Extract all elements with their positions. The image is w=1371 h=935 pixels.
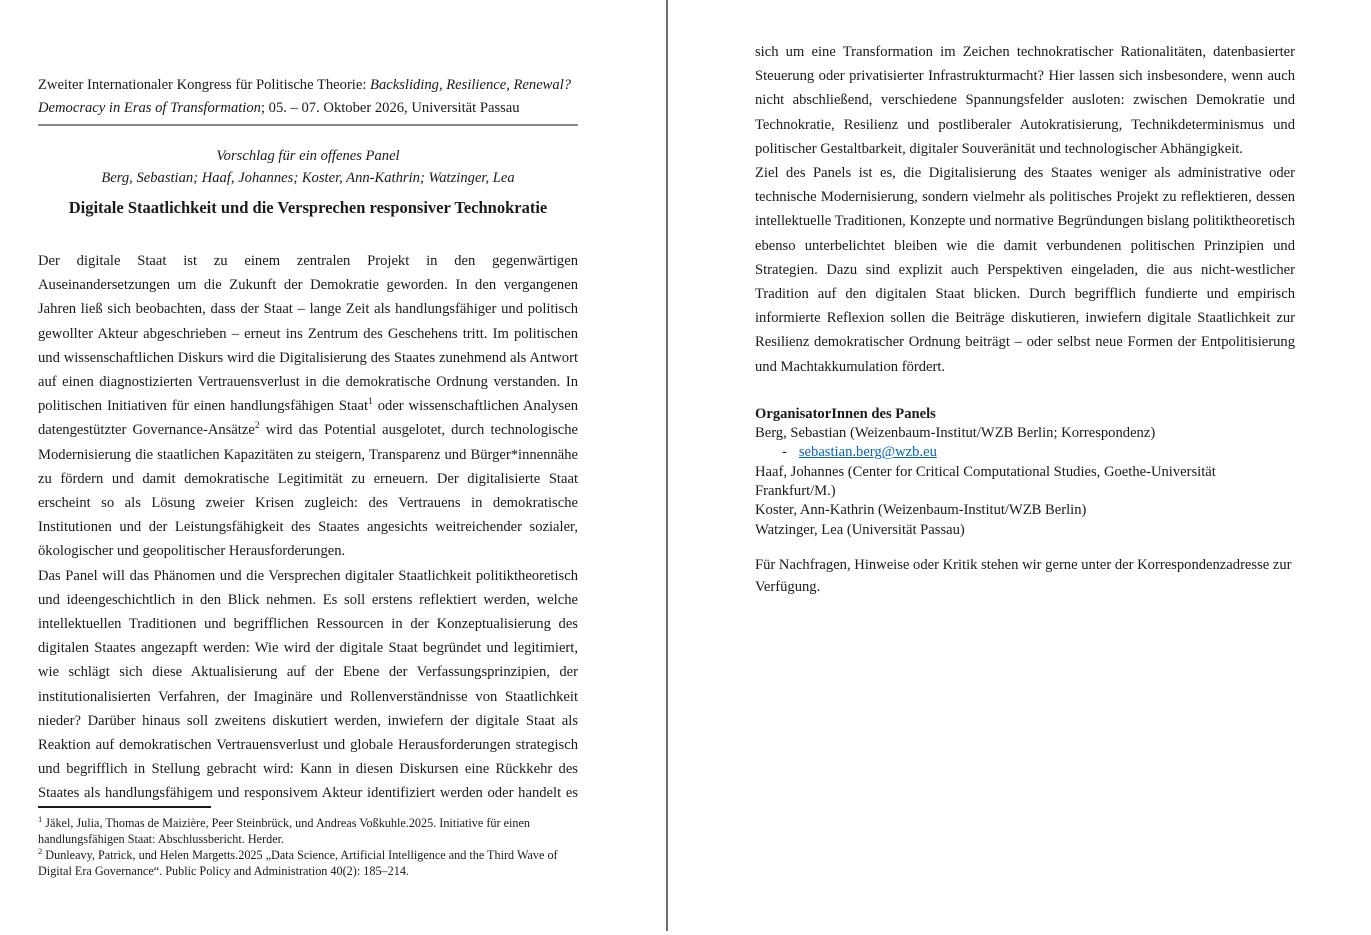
conference-title-italic: Backsliding, Resilience, Renewal? Democracy in Eras of Transformation [38, 77, 572, 116]
conference-header-suffix: ; 05. – 07. Oktober 2026, Universität Passau [260, 100, 520, 116]
footnote-2-text: Dunleavy, Patrick, und Helen Margetts.2025 „Data Science, Artificial Intelligence and the Third Wave of Digital Era Governance“. Public Policy and Administration 40(2): 185–214. [38, 848, 558, 878]
panel-type-line: Vorschlag für ein offenes Panel [216, 148, 400, 164]
correspondence-email-link[interactable]: sebastian.berg@wzb.eu [798, 444, 937, 461]
correspondence-email-line [755, 443, 1295, 462]
organizer-koster: Koster, Ann-Kathrin (Weizenbaum-Institut/WZB Berlin) [755, 502, 1087, 519]
page-1 [38, 0, 578, 878]
paragraph-1-segment-2: oder wissenschaftlichen Analysen datengestützter Governance-Ansätze [38, 398, 578, 439]
conference-header-prefix: Zweiter Internationaler Kongress für Politische Theorie: [38, 77, 371, 93]
organizer-haaf: Haaf, Johannes (Center for Critical Computational Studies, Goethe-Universität Frankfurt/M.) [755, 463, 1216, 500]
footnote-ref-2: 2 [254, 421, 260, 432]
body-paragraph-2: Das Panel will das Phänomen und die Versprechen digitaler Staatlichkeit politiktheoretisch und ideengeschichtlich in den Blick nehmen. Es soll erstens reflektiert werden, welche intellektuellen Traditionen und begrifflichen Ressourcen in der Konzeptualisierung des digitalen Staates angezapft werden: Wie wird der digitale Staat begründet und legitimiert, wie schlägt sich diese Aktualisierung auf der Ebene der Verfassungsprinzipien, der institutionalisierten Verfahren, der Imaginäre und Rollenverständnisse von Staatlichkeit nieder? Darüber hinaus soll zweitens diskutiert werden, inwiefern der digitale Staat als Reaktion auf demokratischen Vertrauensverlust und globale Herausforderungen strategisch und begrifflich in Stellung gebracht wird: Kann in diesen Diskursen eine Rückkehr des Staates als handlungsfähigem und responsivem Akteur identifiziert werden oder handelt es [38, 567, 578, 802]
email-list-dash: - [782, 444, 787, 461]
paragraph-1-segment-1: Der digitale Staat ist zu einem zentralen Projekt in den gegenwärtigen Auseinandersetzungen um die Zukunft der Demokratie geworden. In den vergangenen Jahren ließ sich beobachten, dass der Staat – lange Zeit als handlungsfähiger und politisch gewollter Akteur abgeschrieben – erneut ins Zentrum des Geschehens tritt. Im politischen und wissenschaftlichen Diskurs wird die Digitalisierung des Staates zunehmend als Antwort auf einen diagnostizierten Vertrauensverlust in die demokratische Ordnung verstanden. In politischen Initiativen für einen handlungsfähigen Staat [38, 253, 578, 415]
footnotes-section [38, 806, 578, 879]
organizers-heading: OrganisatorInnen des Panels [755, 405, 936, 422]
footnote-1 [38, 815, 578, 847]
document-title: Digitale Staatlichkeit und die Versprechen responsiver Technokratie [68, 198, 548, 217]
footnote-ref-1: 1 [368, 397, 373, 408]
organizer-watzinger: Watzinger, Lea (Universität Passau) [755, 521, 965, 538]
footnote-1-marker: 1 [38, 813, 43, 824]
footnote-separator-rule [38, 806, 211, 808]
footnote-2 [38, 847, 578, 879]
conference-header [38, 74, 578, 120]
body-paragraph-1 [38, 249, 578, 564]
footnote-1-text: Jäkel, Julia, Thomas de Maizière, Peer Steinbrück, und Andreas Voßkuhle.2025. Initiative für einen handlungsfähigen Staat: Abschlussbericht. Herder. [38, 816, 530, 846]
page-boundary-divider [666, 0, 668, 931]
page-2 [755, 0, 1295, 598]
body-paragraph-2-continuation: sich um eine Transformation im Zeichen technokratischer Rationalitäten, datenbasierter Steuerung oder privatisierter Infrastrukturmacht? Hier lassen sich insbesondere, wenn auch nicht abschließend, verschiedene Spannungsfelder ausloten: zwischen Demokratie und Technokratie, Resilienz und postliberaler Autokratisierung, Technikdeterminismus und politischer Gestaltbarkeit, digitaler Souveränität und technologischer Abhängigkeit. [755, 44, 1295, 157]
closing-note: Für Nachfragen, Hinweise oder Kritik stehen wir gerne unter der Korrespondenzadresse zur Verfügung. [755, 556, 1292, 595]
header-divider-rule [38, 124, 578, 126]
paragraph-1-segment-3: wird das Potential ausgelotet, durch technologische Modernisierung die staatlichen Kapazitäten zu steigern, Transparenz und Bürger*innennähe zu fördern und damit demokratische Legitimität zu erneuern. Der digitalisierte Staat erscheint so als Lösung zweier Krisen zugleich: des Vertrauens in demokratische Institutionen und der Leistungsfähigkeit des Staates angesichts weitreichender sozialer, ökologischer und geopolitischer Herausforderungen. [38, 422, 578, 560]
panel-authors-line: Berg, Sebastian; Haaf, Johannes; Koster, Ann-Kathrin; Watzinger, Lea [101, 169, 515, 186]
organizer-berg: Berg, Sebastian (Weizenbaum-Institut/WZB Berlin; Korrespondenz) [755, 425, 1156, 442]
organizers-section [755, 405, 1295, 540]
body-paragraph-3: Ziel des Panels ist es, die Digitalisierung des Staates weniger als administrative oder technische Modernisierung, sondern vielmehr als politisches Projekt zu reflektieren, dessen intellektuelle Traditionen, Konzepte und normative Begründungen bislang politiktheoretisch ebenso unterbelichtet bleiben wie die damit verbundenen politischen Prinzipien und Strategien. Dazu sind explizit auch Perspektiven eingeladen, die aus nicht-westlicher Tradition auf den digitalen Staat blicken. Durch begrifflich fundierte und empirisch informierte Reflexion sollen die Beiträge diskutieren, inwiefern digitale Staatlichkeit zur Resilienz demokratischer Ordnung beiträgt – oder selbst neue Formen der Entpolitisierung und Machtakkumulation fördert. [755, 165, 1295, 375]
subtitle-block [38, 146, 578, 189]
footnote-2-marker: 2 [38, 845, 43, 856]
